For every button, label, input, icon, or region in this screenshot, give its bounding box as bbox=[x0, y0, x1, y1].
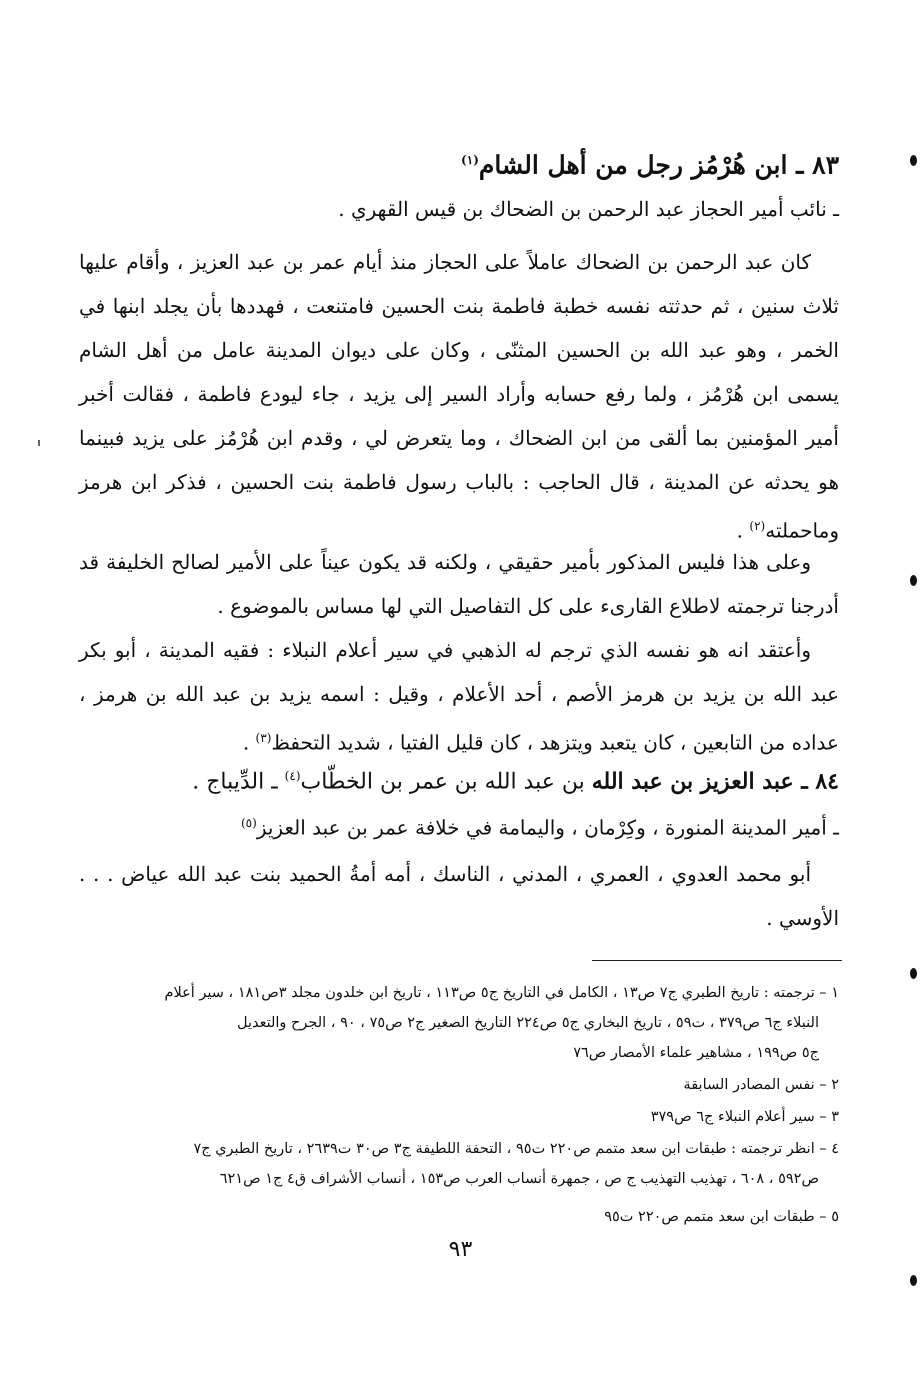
binding-hole-mark bbox=[910, 1275, 917, 1286]
paragraph-2: وعلى هذا فليس المذكور بأمير حقيقي ، ولكنه قد يكون عيناً على الأمير لصالح الخليفة قد أدرجنا ترجمته لاطلاع القارىء على كل التفاصيل التي لها مساس بالموضوع . bbox=[79, 550, 839, 618]
footnote-4 bbox=[79, 1134, 839, 1194]
footnote-ref-3[interactable]: (٣) bbox=[255, 731, 272, 745]
paragraph-3 bbox=[79, 628, 839, 765]
entry-84-body: أبو محمد العدوي ، العمري ، المدني ، الناسك ، أمه أمةُ الحميد بنت عبد الله عياض . . . الأوسي . bbox=[79, 862, 839, 930]
paragraph-1-text: كان عبد الرحمن بن الضحاك عاملاً على الحجاز منذ أيام عمر بن عبد العزيز ، وأقام عليها ثلاث سنين ، ثم حدثته نفسه خطبة فاطمة بنت الحسين فامتنعت ، فهددها بأن يجلد ابنها في الخمر ، وهو عبد الله بن الحسين المثنّى ، وكان على ديوان المدينة عامل من أهل الشام يسمى ابن هُرْمُز ، ولما رفع حسابه وأراد السير إلى يزيد ، جاء ليودع فاطمة ، فقالت أخبر أمير المؤمنين بما ألقى من ابن الضحاك ، وما يتعرض لي ، وقدم ابن هُرْمُز على يزيد فبينما هو يحدثه عن المدينة ، قال الحاجب : بالباب رسول فاطمة بنت الحسين ، فذكر ابن هرمز وماحملته bbox=[79, 250, 839, 543]
binding-hole-mark bbox=[910, 155, 917, 166]
footnote-1-line-1: ١ – ترجمته : تاريخ الطبري ج٧ ص١٣ ، الكامل في التاريخ ج٥ ص١١٣ ، تاريخ ابن خلدون مجلد ٣ص١٨١ ، سير أعلام bbox=[164, 985, 839, 1001]
footnote-5: ٥ – طبقات ابن سعد متمم ص٢٢٠ ت٩٥ bbox=[604, 1209, 839, 1225]
footnote-separator bbox=[592, 960, 842, 961]
footnote-ref-2[interactable]: (٢) bbox=[749, 519, 766, 533]
entry-84-title-rest: بن عبد الله بن عمر بن الخطّاب bbox=[300, 769, 592, 795]
paragraph-3-end: . bbox=[242, 730, 256, 755]
footnote-4-line-1: ٤ – انظر ترجمته : طبقات ابن سعد متمم ص٢٢٠ ت٩٥ ، التحفة اللطيفة ج٣ ص٣٠ ت٢٦٣٩ ، تاريخ الطبري ج٧ bbox=[193, 1141, 839, 1157]
footnote-4-line-2: ص٥٩٢ ، ٦٠٨ ، تهذيب التهذيب ج ص ، جمهرة أنساب العرب ص١٥٣ ، أنساب الأشراف ق٤ ج١ ص٦٢١ bbox=[219, 1171, 819, 1187]
paragraph-1 bbox=[79, 240, 839, 553]
binding-hole-mark bbox=[910, 575, 917, 586]
entry-83-title bbox=[79, 140, 839, 185]
entry-84-subtitle-text: ـ أمير المدينة المنورة ، وكِرْمان ، واليمامة في خلافة عمر بن عبد العزيز bbox=[256, 815, 839, 840]
footnote-1-line-2: النبلاء ج٦ ص٣٧٩ ، ت٥٩ ، تاريخ البخاري ج٥ ص٢٢٤ التاريخ الصغير ج٢ ص٧٥ ، ٩٠ ، الجرح والتعديل bbox=[236, 1015, 819, 1031]
page-number: ٩٣ bbox=[448, 1237, 473, 1262]
entry-84-title bbox=[79, 756, 839, 802]
footnote-ref-5[interactable]: (٥) bbox=[240, 816, 257, 830]
paragraph-3-text: وأعتقد انه هو نفسه الذي ترجم له الذهبي في سير أعلام النبلاء : فقيه المدينة ، أبو بكر عبد الله بن يزيد بن هرمز الأصم ، أحد الأعلام ، وقيل : اسمه يزيد بن عبد الله بن هرمز ، عداده من التابعين ، كان يتعبد ويتزهد ، كان قليل الفتيا ، شديد التحفظ bbox=[79, 638, 839, 755]
footnote-1-line-3: ج٥ ص١٩٩ ، مشاهير علماء الأمصار ص٧٦ bbox=[573, 1045, 819, 1061]
footnote-ref-1[interactable]: (١) bbox=[461, 153, 479, 167]
footnote-ref-4[interactable]: (٤) bbox=[284, 769, 301, 783]
entry-84-title-end: ـ الدِّيباج . bbox=[192, 769, 285, 795]
paragraph-1-end: . bbox=[736, 518, 750, 543]
binding-hole-mark bbox=[910, 968, 917, 979]
scan-speck bbox=[38, 440, 40, 446]
entry-83-title-text: ٨٣ ـ ابن هُرْمُز رجل من أهل الشام bbox=[478, 150, 839, 180]
footnote-2: ٢ – نفس المصادر السابقة bbox=[683, 1077, 839, 1093]
entry-84-subtitle bbox=[79, 804, 839, 847]
footnote-1 bbox=[79, 978, 839, 1068]
entry-84-title-bold: ٨٤ ـ عبد العزيز بن عبد الله bbox=[591, 768, 839, 795]
entry-83-subtitle: ـ نائب أمير الحجاز عبد الرحمن بن الضحاك بن قيس القهري . bbox=[338, 197, 839, 221]
footnote-3: ٣ – سير أعلام النبلاء ج٦ ص٣٧٩ bbox=[650, 1109, 839, 1125]
